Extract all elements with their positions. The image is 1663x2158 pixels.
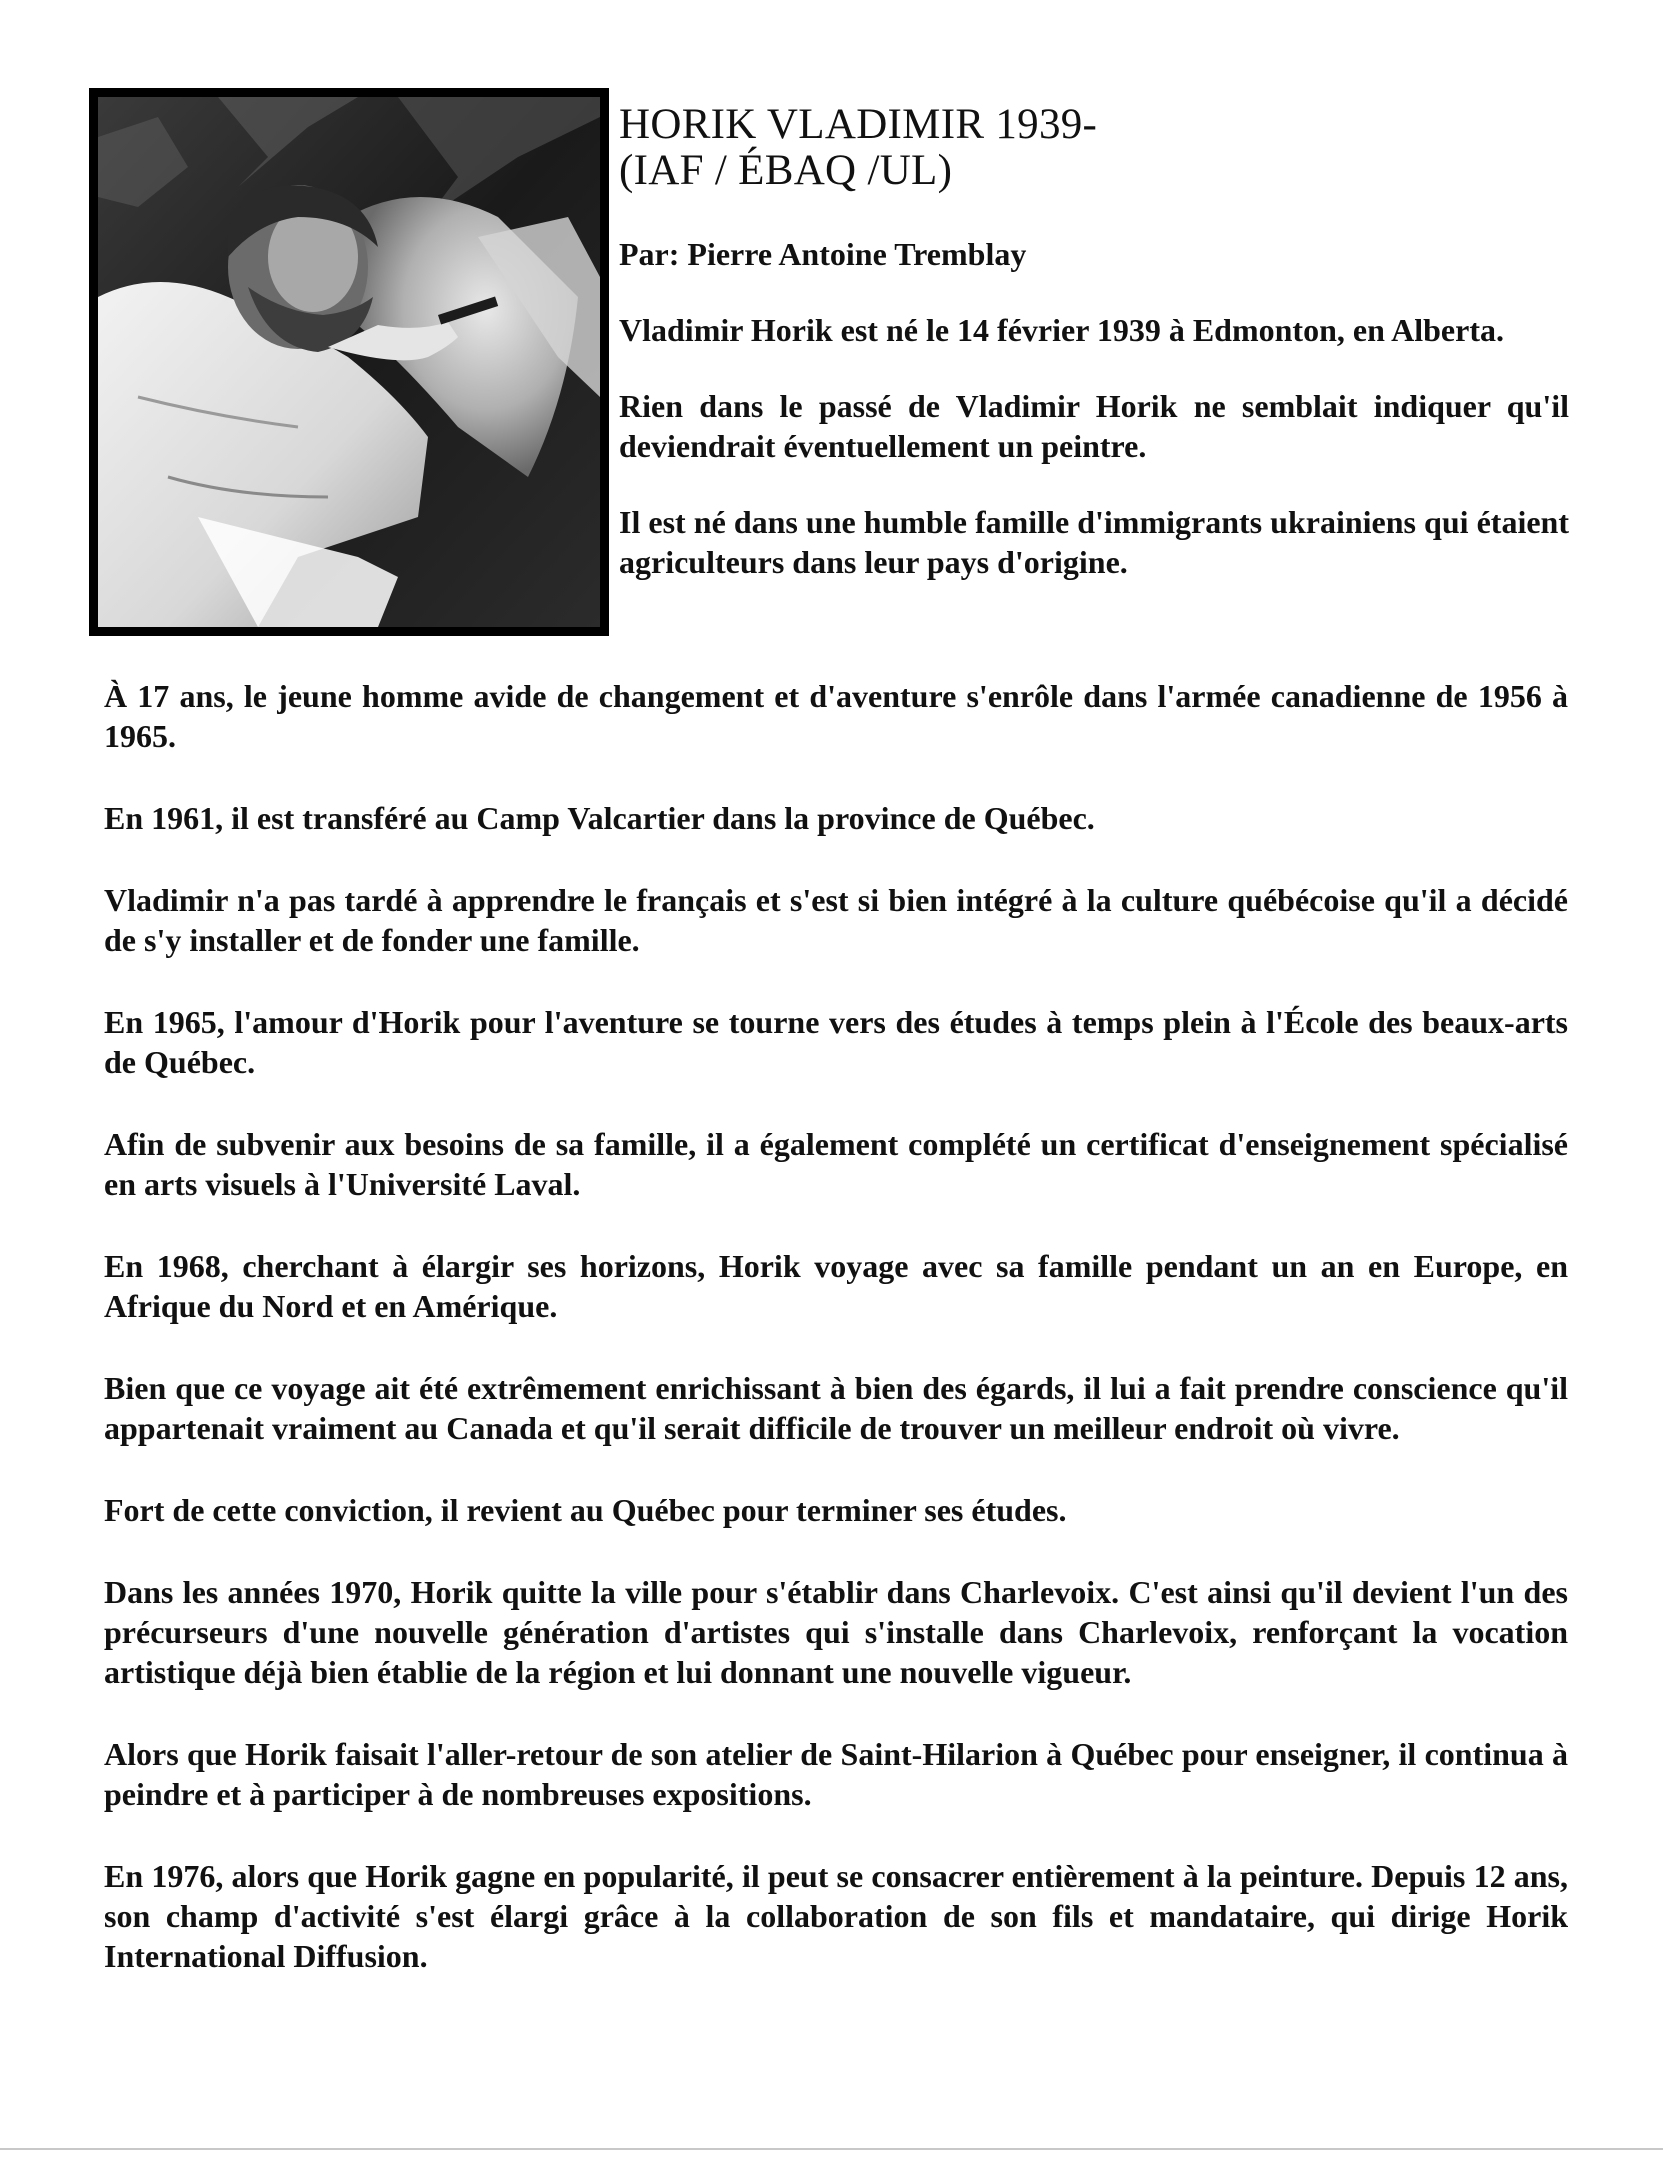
author-byline: Par: Pierre Antoine Tremblay <box>619 236 1027 272</box>
artist-portrait-photo <box>89 88 609 636</box>
paragraph-french: Vladimir n'a pas tardé à apprendre le français et s'est si bien intégré à la culture québécoise qu'il a décidé de s'y installer et de fonder une famille. <box>104 882 1568 958</box>
paragraph-laval: Afin de subvenir aux besoins de sa famille, il a également complété un certificat d'enseignement spécialisé en arts visuels à l'Université Laval. <box>104 1126 1568 1202</box>
intro-paragraph-birth: Vladimir Horik est né le 14 février 1939 à Edmonton, en Alberta. <box>619 312 1504 348</box>
portrait-image <box>98 97 600 627</box>
title-line-affiliations: (IAF / ÉBAQ /UL) <box>619 147 953 194</box>
page-bottom-rule <box>0 2148 1663 2150</box>
paragraph-valcartier: En 1961, il est transféré au Camp Valcartier dans la province de Québec. <box>104 800 1095 836</box>
paragraph-charlevoix: Dans les années 1970, Horik quitte la ville pour s'établir dans Charlevoix. C'est ainsi qu'il devient l'un des précurseurs d'une nouvelle génération d'artistes qui s'installe dans Charlevoix, renforçant la vocation artistique déjà bien établie de la région et lui donnant une nouvelle vigueur. <box>104 1574 1568 1690</box>
paragraph-travel: En 1968, cherchant à élargir ses horizons, Horik voyage avec sa famille pendant un an en Europe, en Afrique du Nord et en Amérique. <box>104 1248 1568 1324</box>
paragraph-beaux-arts: En 1965, l'amour d'Horik pour l'aventure se tourne vers des études à temps plein à l'École des beaux-arts de Québec. <box>104 1004 1568 1080</box>
title-line-name: HORIK VLADIMIR 1939- <box>619 101 1098 148</box>
paragraph-canada: Bien que ce voyage ait été extrêmement enrichissant à bien des égards, il lui a fait prendre conscience qu'il appartenait vraiment au Canada et qu'il serait difficile de trouver un meilleur endroit où vivre. <box>104 1370 1568 1446</box>
intro-paragraph-family: Il est né dans une humble famille d'immigrants ukrainiens qui étaient agriculteurs dans leur pays d'origine. <box>619 504 1569 580</box>
article-header <box>619 102 1569 582</box>
paragraph-saint-hilarion: Alors que Horik faisait l'aller-retour de son atelier de Saint-Hilarion à Québec pour enseigner, il continua à peindre et à participer à de nombreuses expositions. <box>104 1736 1568 1812</box>
paragraph-return: Fort de cette conviction, il revient au Québec pour terminer ses études. <box>104 1492 1067 1528</box>
paragraph-army: À 17 ans, le jeune homme avide de changement et d'aventure s'enrôle dans l'armée canadienne de 1956 à 1965. <box>104 678 1568 754</box>
paragraph-1976: En 1976, alors que Horik gagne en popularité, il peut se consacrer entièrement à la peinture. Depuis 12 ans, son champ d'activité s'est élargi grâce à la collaboration de son fils et mandataire, qui dirige Horik International Diffusion. <box>104 1858 1568 1974</box>
article-body <box>104 676 1568 2018</box>
article-title <box>619 102 1569 194</box>
intro-paragraph-background: Rien dans le passé de Vladimir Horik ne semblait indiquer qu'il deviendrait éventuellement un peintre. <box>619 388 1569 464</box>
